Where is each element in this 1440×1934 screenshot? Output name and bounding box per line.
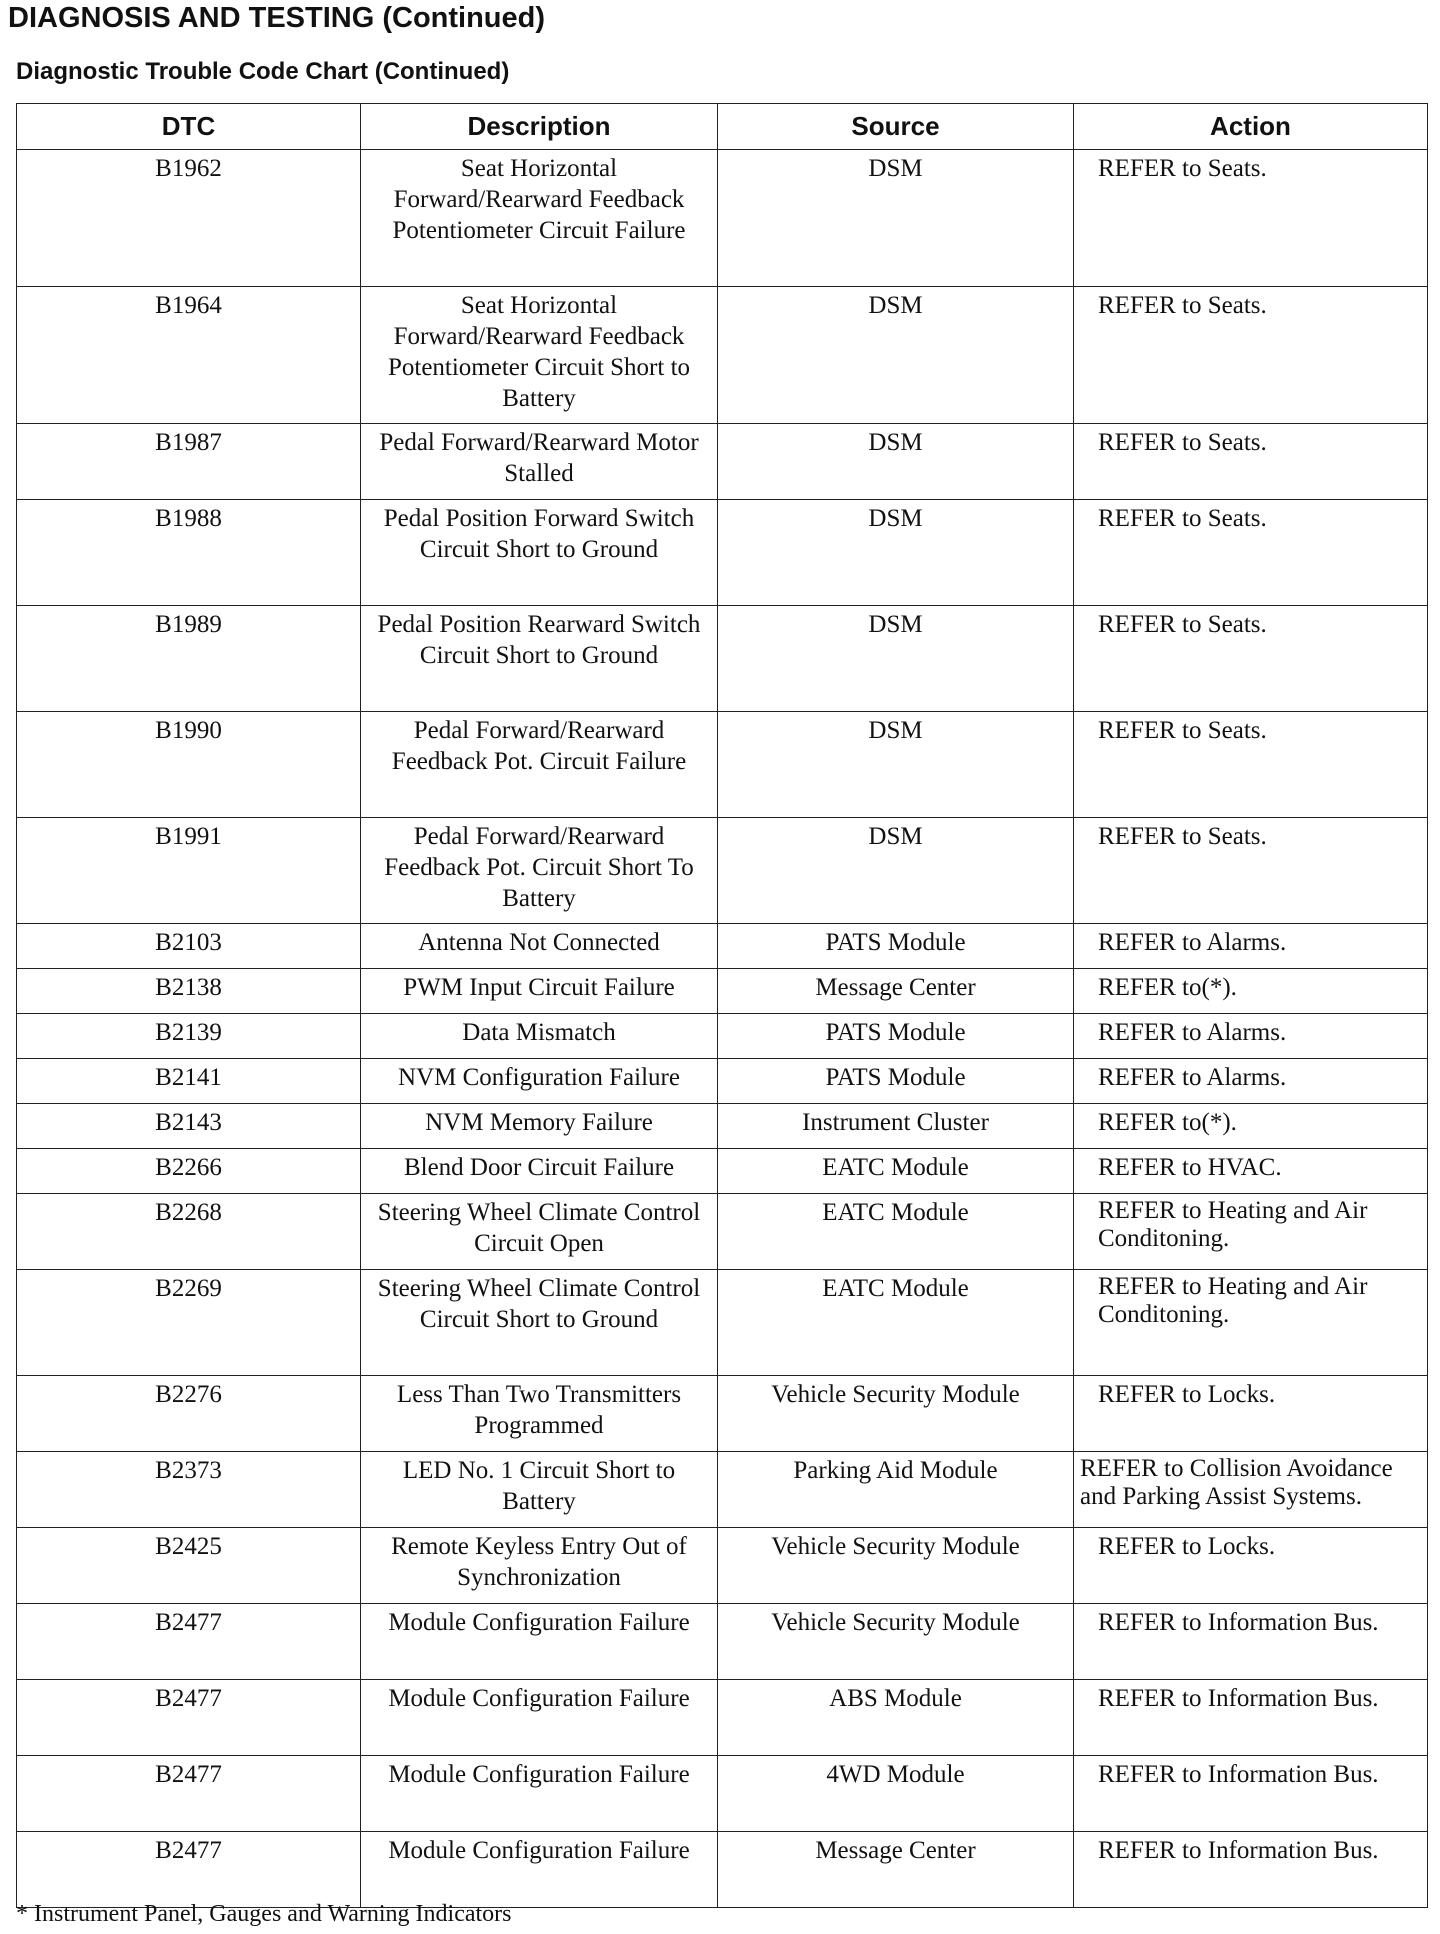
dtc-action: REFER to Locks. <box>1074 1528 1428 1604</box>
dtc-description: Steering Wheel Climate Control Circuit Open <box>361 1194 718 1270</box>
dtc-code: B1962 <box>17 150 361 287</box>
dtc-code: B2141 <box>17 1059 361 1104</box>
dtc-source: DSM <box>718 712 1074 818</box>
dtc-source: DSM <box>718 287 1074 424</box>
dtc-action: REFER to Seats. <box>1074 150 1428 287</box>
table-row <box>17 1680 1428 1756</box>
dtc-description: Data Mismatch <box>361 1014 718 1059</box>
dtc-description: Pedal Position Forward Switch Circuit Short to Ground <box>361 500 718 606</box>
dtc-description: Remote Keyless Entry Out of Synchronization <box>361 1528 718 1604</box>
dtc-code: B2373 <box>17 1452 361 1528</box>
dtc-source: PATS Module <box>718 1059 1074 1104</box>
dtc-code: B2139 <box>17 1014 361 1059</box>
dtc-action: REFER to(*). <box>1074 969 1428 1014</box>
table-row <box>17 1756 1428 1832</box>
dtc-description: Pedal Forward/Rearward Feedback Pot. Circuit Failure <box>361 712 718 818</box>
dtc-action: REFER to Seats. <box>1074 606 1428 712</box>
dtc-code: B1964 <box>17 287 361 424</box>
dtc-description: Blend Door Circuit Failure <box>361 1149 718 1194</box>
table-row <box>17 1149 1428 1194</box>
table-row <box>17 1604 1428 1680</box>
dtc-action: REFER to(*). <box>1074 1104 1428 1149</box>
dtc-action <box>1074 1194 1428 1270</box>
header-row <box>17 104 1428 150</box>
dtc-source: DSM <box>718 606 1074 712</box>
dtc-source: EATC Module <box>718 1270 1074 1376</box>
dtc-action: REFER to Information Bus. <box>1074 1680 1428 1756</box>
table-row <box>17 1452 1428 1528</box>
dtc-description: Antenna Not Connected <box>361 924 718 969</box>
dtc-description: Seat Horizontal Forward/Rearward Feedback Potentiometer Circuit Short to Battery <box>361 287 718 424</box>
dtc-action: REFER to Collision Avoidance and Parking Assist Systems. <box>1074 1452 1428 1528</box>
table-row <box>17 1376 1428 1452</box>
dtc-code: B1989 <box>17 606 361 712</box>
table-row <box>17 924 1428 969</box>
dtc-code: B2103 <box>17 924 361 969</box>
dtc-description: Module Configuration Failure <box>361 1832 718 1908</box>
table-row <box>17 1014 1428 1059</box>
dtc-code: B2477 <box>17 1756 361 1832</box>
dtc-source: Instrument Cluster <box>718 1104 1074 1149</box>
dtc-action: REFER to Seats. <box>1074 712 1428 818</box>
dtc-code: B2138 <box>17 969 361 1014</box>
table-body <box>17 150 1428 1908</box>
table-row <box>17 1528 1428 1604</box>
dtc-description: Steering Wheel Climate Control Circuit Short to Ground <box>361 1270 718 1376</box>
dtc-action: REFER to HVAC. <box>1074 1149 1428 1194</box>
dtc-source: ABS Module <box>718 1680 1074 1756</box>
table-row <box>17 712 1428 818</box>
dtc-code: B2477 <box>17 1832 361 1908</box>
table-row <box>17 150 1428 287</box>
page-title: DIAGNOSIS AND TESTING (Continued) <box>8 2 546 34</box>
dtc-action: REFER to Seats. <box>1074 424 1428 500</box>
dtc-description: NVM Configuration Failure <box>361 1059 718 1104</box>
dtc-source: Vehicle Security Module <box>718 1604 1074 1680</box>
dtc-source: PATS Module <box>718 924 1074 969</box>
table-row <box>17 287 1428 424</box>
dtc-action: REFER to Seats. <box>1074 287 1428 424</box>
dtc-code: B2266 <box>17 1149 361 1194</box>
dtc-action-text: REFER to Heating and Air Conditoning. <box>1098 1197 1368 1252</box>
dtc-action: REFER to Locks. <box>1074 1376 1428 1452</box>
dtc-code: B2268 <box>17 1194 361 1270</box>
dtc-action: REFER to Alarms. <box>1074 1014 1428 1059</box>
dtc-description: Module Configuration Failure <box>361 1756 718 1832</box>
dtc-action: REFER to Seats. <box>1074 818 1428 924</box>
dtc-code: B1991 <box>17 818 361 924</box>
table-row <box>17 424 1428 500</box>
dtc-description: LED No. 1 Circuit Short to Battery <box>361 1452 718 1528</box>
dtc-action-text: REFER to Heating and Air Conditoning. <box>1098 1273 1368 1328</box>
dtc-action: REFER to Alarms. <box>1074 1059 1428 1104</box>
dtc-description: NVM Memory Failure <box>361 1104 718 1149</box>
table-subtitle: Diagnostic Trouble Code Chart (Continued) <box>16 58 510 85</box>
footnote: * Instrument Panel, Gauges and Warning Indicators <box>16 1901 512 1927</box>
dtc-action: REFER to Information Bus. <box>1074 1832 1428 1908</box>
table-row <box>17 1104 1428 1149</box>
dtc-code: B1987 <box>17 424 361 500</box>
dtc-source: DSM <box>718 150 1074 287</box>
dtc-description: Pedal Forward/Rearward Feedback Pot. Circuit Short To Battery <box>361 818 718 924</box>
dtc-source: Vehicle Security Module <box>718 1528 1074 1604</box>
dtc-code: B2425 <box>17 1528 361 1604</box>
dtc-action <box>1074 1270 1428 1376</box>
table-row <box>17 1194 1428 1270</box>
header-dtc: DTC <box>17 104 361 150</box>
dtc-source: PATS Module <box>718 1014 1074 1059</box>
dtc-code: B1988 <box>17 500 361 606</box>
table-header <box>17 104 1428 150</box>
header-source: Source <box>718 104 1074 150</box>
dtc-code: B2276 <box>17 1376 361 1452</box>
dtc-action: REFER to Seats. <box>1074 500 1428 606</box>
dtc-description: PWM Input Circuit Failure <box>361 969 718 1014</box>
table-row <box>17 500 1428 606</box>
dtc-source: Message Center <box>718 1832 1074 1908</box>
dtc-description: Module Configuration Failure <box>361 1604 718 1680</box>
dtc-source: Parking Aid Module <box>718 1452 1074 1528</box>
dtc-description: Less Than Two Transmitters Programmed <box>361 1376 718 1452</box>
dtc-action: REFER to Information Bus. <box>1074 1756 1428 1832</box>
dtc-code: B2269 <box>17 1270 361 1376</box>
dtc-chart-table <box>16 103 1428 1908</box>
table-row <box>17 606 1428 712</box>
dtc-description: Pedal Position Rearward Switch Circuit Short to Ground <box>361 606 718 712</box>
dtc-code: B2143 <box>17 1104 361 1149</box>
table-row <box>17 1270 1428 1376</box>
dtc-source: DSM <box>718 818 1074 924</box>
table-row <box>17 969 1428 1014</box>
table-row <box>17 1832 1428 1908</box>
dtc-description: Pedal Forward/Rearward Motor Stalled <box>361 424 718 500</box>
dtc-code: B2477 <box>17 1604 361 1680</box>
dtc-source: DSM <box>718 500 1074 606</box>
dtc-source: Message Center <box>718 969 1074 1014</box>
dtc-source: DSM <box>718 424 1074 500</box>
dtc-code: B1990 <box>17 712 361 818</box>
dtc-description: Module Configuration Failure <box>361 1680 718 1756</box>
dtc-source: EATC Module <box>718 1194 1074 1270</box>
table-row <box>17 818 1428 924</box>
dtc-action: REFER to Alarms. <box>1074 924 1428 969</box>
dtc-source: Vehicle Security Module <box>718 1376 1074 1452</box>
table-row <box>17 1059 1428 1104</box>
header-action: Action <box>1074 104 1428 150</box>
dtc-source: 4WD Module <box>718 1756 1074 1832</box>
dtc-code: B2477 <box>17 1680 361 1756</box>
dtc-description: Seat Horizontal Forward/Rearward Feedback Potentiometer Circuit Failure <box>361 150 718 287</box>
header-description: Description <box>361 104 718 150</box>
dtc-action: REFER to Information Bus. <box>1074 1604 1428 1680</box>
dtc-source: EATC Module <box>718 1149 1074 1194</box>
